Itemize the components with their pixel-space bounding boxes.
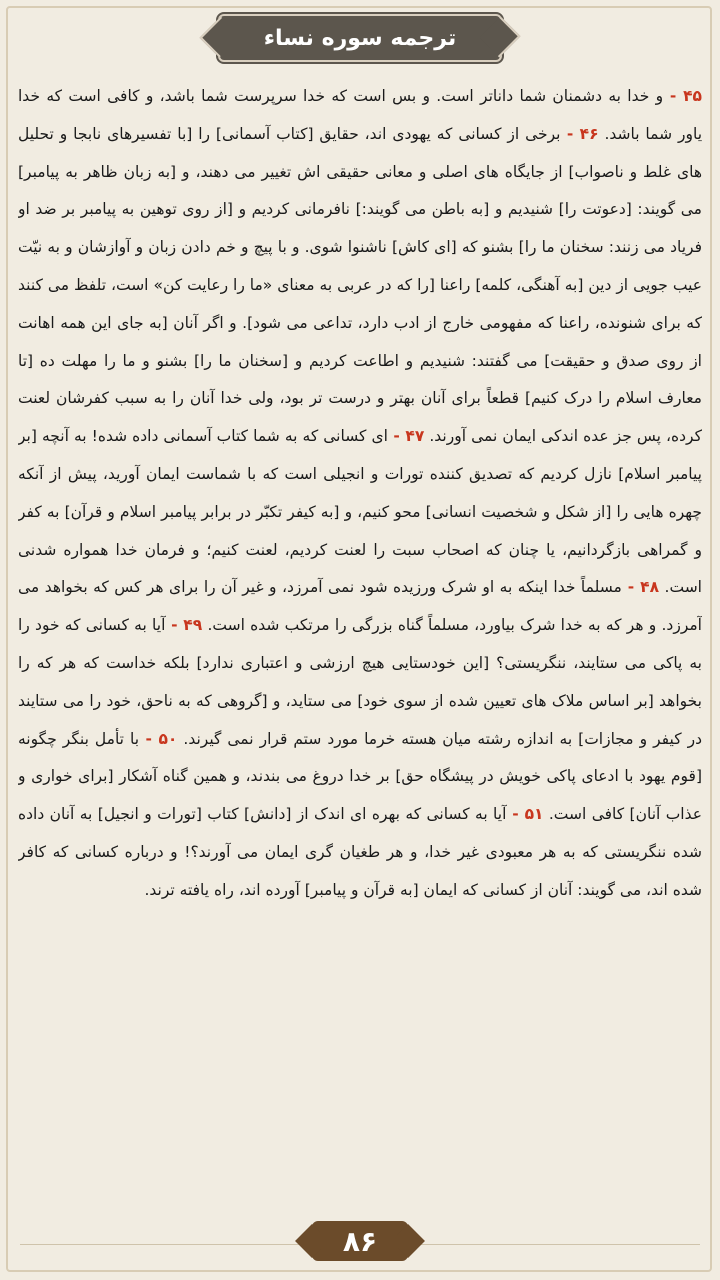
title-banner: [0, 14, 720, 62]
verse-text: و خدا به دشمنان شما داناتر است. و بس است که خدا سرپرست شما باشد، و کافی است که خدا یاور شما باشد.: [18, 87, 702, 143]
verse-number: ۴۵ -: [663, 87, 702, 105]
surah-title: [218, 14, 502, 62]
verse-text: ای کسانی که به شما کتاب آسمانی داده شده! به آنچه [بر پیامبر اسلام] نازل کردیم که تصدیق کننده تورات و انجیلی است که با شماست ایمان آورید، پیش از آنکه چهره هایی را [از شکل و شخصیت انسانی] محو کنیم، و [به کیفر تکبّر در برابر پیامبر اسلام و قرآن] به کفر و گمراهی بازگردانیم، یا چنان که اصحاب سبت را لعنت کردیم، لعنت کنیم؛ و فرمان خدا همواره شدنی است.: [18, 427, 702, 597]
verse-number: ۴۷ -: [387, 427, 425, 446]
page-number-banner: [0, 1218, 720, 1264]
verse-text: آیا به کسانی که خود را به پاکی می ستایند، ننگریستی؟ [این خودستایی هیچ ارزشی و اعتباری ندارد] بلکه خداست که هر که را بخواهد [بر اساس ملاک های تعیین شده از سوی خود] می ستاید، و [گروهی که به ناحق، خود را می ستایند در کیفر و مجازات] به اندازه رشته میان هسته خرما مورد ستم قرار نمی گیرند.: [18, 616, 702, 748]
verse-number: ۵۰ -: [139, 729, 178, 748]
verse-number: ۴۹ -: [165, 616, 203, 635]
verse-number: ۵۱ -: [506, 805, 544, 824]
surah-title-text: ترجمه سوره نساء: [263, 25, 457, 51]
verse-text: مسلماً خدا اینکه به او شرک ورزیده شود نمی آمرزد، و غیر آن را برای هر کس که بخواهد می آمرزد. و هر که به خدا شرک بیاورد، مسلماً گناه بزرگی را مرتکب شده است.: [18, 578, 702, 635]
verse-text: با تأمل بنگر چگونه [قوم یهود با ادعای پاکی خویش در پیشگاه حق] بر خدا دروغ می بندند، و همین گناه آشکار [برای خواری و عذاب آنان] کافی است.: [18, 729, 702, 824]
verse-number: ۴۸ -: [621, 578, 660, 597]
page-number: [312, 1221, 408, 1261]
verse-text: برخی از کسانی که یهودی اند، حقایق [کتاب آسمانی] را [با تفسیرهای نابجا و تحلیل های غلط و ناصواب] از جایگاه های اصلی و معانی حقیقی اش تغییر می دهند، و [به زبان ظاهر به پیامبر] می گویند: [دعوتت را] شنیدیم و [به باطن می گویند:] نافرمانی کردیم و [از روی توهین به پیامبر بر ضد او فریاد می زنند: سخنان ما را] بشنو که [ای کاش] ناشنوا شوی. و با پیچ و خم دادن زبان و آوازشان و به نیّت عیب جویی از دین [به آهنگی، کلمه] راعنا [را که در عربی به معنای «ما را رعایت کن» است، تلفظ می کنند که برای شنونده، راعنا که مفهومی خارج از ادب دارد، تداعی می شود]. و اگر آنان [به جای این همه اهانت از روی صدق و حقیقت] می گفتند: شنیدیم و اطاعت کردیم و [سخنان ما را] بشنو و ما را مهلت ده [تا معارف اسلام را درک کنیم] قطعاً برای آنان بهتر و درست تر بود، ولی خدا آنان را به سبب کفرشان لعنت کرده، پس جز عده اندکی ایمان نمی آورند.: [18, 124, 702, 446]
verse-text: آیا به کسانی که بهره ای اندک از [دانش] کتاب [تورات و انجیل] به آنان داده شده ننگریستی که به هر معبودی غیر خدا، و هر طغیان گری ایمان می آورند؟! و درباره کسانی که کافر شده اند، می گویند: آنان از کسانی که ایمان [به قرآن و پیامبر] آورده اند، راه یافته ترند.: [18, 805, 702, 899]
translation-text: [18, 78, 702, 1168]
verse-number: ۴۶ -: [560, 124, 599, 143]
page-number-text: ۸۶: [342, 1224, 378, 1258]
